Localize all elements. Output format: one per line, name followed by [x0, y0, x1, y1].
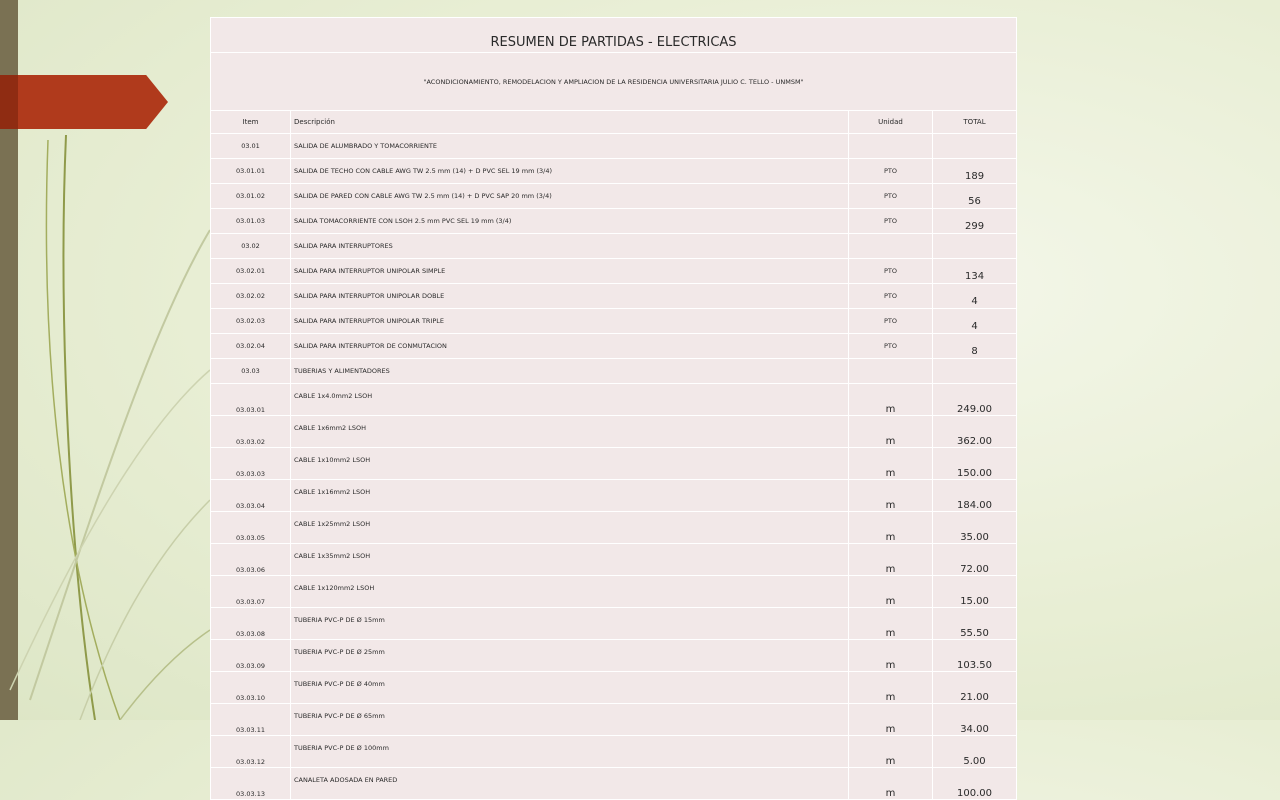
item-unit: PTO [849, 259, 933, 284]
table-row [211, 134, 1017, 159]
table-row [211, 448, 1017, 480]
item-description: TUBERIA PVC-P DE Ø 15mm [291, 608, 849, 640]
item-unit: PTO [849, 334, 933, 359]
table-row [211, 736, 1017, 768]
item-code: 03.02.02 [211, 284, 291, 309]
item-total: 184.00 [933, 480, 1017, 512]
item-total [933, 134, 1017, 159]
item-description: CABLE 1x35mm2 LSOH [291, 544, 849, 576]
item-code: 03.03.01 [211, 384, 291, 416]
item-code: 03.03.04 [211, 480, 291, 512]
item-total: 189 [933, 159, 1017, 184]
item-code: 03.03.06 [211, 544, 291, 576]
item-code: 03.02.03 [211, 309, 291, 334]
item-code: 03.02 [211, 234, 291, 259]
item-description: CABLE 1x6mm2 LSOH [291, 416, 849, 448]
item-total: 56 [933, 184, 1017, 209]
item-total: 5.00 [933, 736, 1017, 768]
item-code: 03.03.12 [211, 736, 291, 768]
item-unit: PTO [849, 209, 933, 234]
table-row [211, 640, 1017, 672]
item-unit: m [849, 448, 933, 480]
item-description: SALIDA DE PARED CON CABLE AWG TW 2.5 mm (14) + D PVC SAP 20 mm (3/4) [291, 184, 849, 209]
item-total: 72.00 [933, 544, 1017, 576]
table-row [211, 768, 1017, 800]
item-code: 03.03.08 [211, 608, 291, 640]
item-total: 134 [933, 259, 1017, 284]
table-row [211, 544, 1017, 576]
item-description: TUBERIA PVC-P DE Ø 40mm [291, 672, 849, 704]
table-row [211, 184, 1017, 209]
item-unit: m [849, 608, 933, 640]
item-code: 03.03.10 [211, 672, 291, 704]
item-code: 03.03.03 [211, 448, 291, 480]
item-description: SALIDA DE TECHO CON CABLE AWG TW 2.5 mm (14) + D PVC SEL 19 mm (3/4) [291, 159, 849, 184]
header-total: TOTAL [933, 111, 1017, 134]
item-unit: PTO [849, 309, 933, 334]
item-code: 03.01.03 [211, 209, 291, 234]
item-description: SALIDA PARA INTERRUPTOR UNIPOLAR SIMPLE [291, 259, 849, 284]
item-total: 4 [933, 309, 1017, 334]
table-header [211, 111, 1017, 134]
item-unit: PTO [849, 284, 933, 309]
item-unit: m [849, 704, 933, 736]
item-unit: m [849, 672, 933, 704]
item-total: 15.00 [933, 576, 1017, 608]
item-description: CABLE 1x4.0mm2 LSOH [291, 384, 849, 416]
item-description: CABLE 1x25mm2 LSOH [291, 512, 849, 544]
table-row [211, 672, 1017, 704]
table-row [211, 259, 1017, 284]
red-arrow-tab [0, 75, 168, 129]
table-row [211, 284, 1017, 309]
item-code: 03.02.01 [211, 259, 291, 284]
item-unit [849, 234, 933, 259]
item-unit: m [849, 512, 933, 544]
item-unit: PTO [849, 184, 933, 209]
item-description: SALIDA PARA INTERRUPTORES [291, 234, 849, 259]
item-total: 55.50 [933, 608, 1017, 640]
item-description: CABLE 1x120mm2 LSOH [291, 576, 849, 608]
item-unit: m [849, 544, 933, 576]
item-description: TUBERIA PVC-P DE Ø 65mm [291, 704, 849, 736]
item-total: 4 [933, 284, 1017, 309]
item-description: CABLE 1x16mm2 LSOH [291, 480, 849, 512]
header-unit: Unidad [849, 111, 933, 134]
item-description: SALIDA PARA INTERRUPTOR UNIPOLAR DOBLE [291, 284, 849, 309]
table-row [211, 384, 1017, 416]
item-total: 150.00 [933, 448, 1017, 480]
item-total: 299 [933, 209, 1017, 234]
item-code: 03.03.07 [211, 576, 291, 608]
document-title: RESUMEN DE PARTIDAS - ELECTRICAS [211, 18, 1017, 53]
table-row [211, 359, 1017, 384]
table-row [211, 309, 1017, 334]
item-code: 03.03.13 [211, 768, 291, 800]
item-code: 03.03.02 [211, 416, 291, 448]
item-total: 35.00 [933, 512, 1017, 544]
item-description: CANALETA ADOSADA EN PARED [291, 768, 849, 800]
item-code: 03.03.05 [211, 512, 291, 544]
item-total: 34.00 [933, 704, 1017, 736]
item-code: 03.01.01 [211, 159, 291, 184]
item-description: TUBERIAS Y ALIMENTADORES [291, 359, 849, 384]
item-unit: m [849, 640, 933, 672]
item-description: CABLE 1x10mm2 LSOH [291, 448, 849, 480]
table-row [211, 209, 1017, 234]
item-total [933, 234, 1017, 259]
item-code: 03.03.09 [211, 640, 291, 672]
item-code: 03.01.02 [211, 184, 291, 209]
item-code: 03.03.11 [211, 704, 291, 736]
item-unit: m [849, 768, 933, 800]
table-row [211, 334, 1017, 359]
item-total: 103.50 [933, 640, 1017, 672]
summary-table [210, 17, 1017, 800]
item-code: 03.02.04 [211, 334, 291, 359]
table-row [211, 480, 1017, 512]
item-unit: m [849, 576, 933, 608]
table-row [211, 576, 1017, 608]
item-total: 362.00 [933, 416, 1017, 448]
item-total: 21.00 [933, 672, 1017, 704]
table-row [211, 416, 1017, 448]
table-row [211, 512, 1017, 544]
header-description: Descripción [291, 111, 849, 134]
item-total: 100.00 [933, 768, 1017, 800]
item-unit [849, 359, 933, 384]
item-description: SALIDA TOMACORRIENTE CON LSOH 2.5 mm PVC SEL 19 mm (3/4) [291, 209, 849, 234]
item-description: SALIDA PARA INTERRUPTOR UNIPOLAR TRIPLE [291, 309, 849, 334]
item-total [933, 359, 1017, 384]
item-code: 03.01 [211, 134, 291, 159]
item-description: TUBERIA PVC-P DE Ø 25mm [291, 640, 849, 672]
item-unit: PTO [849, 159, 933, 184]
item-total: 8 [933, 334, 1017, 359]
table-row [211, 608, 1017, 640]
item-unit: m [849, 480, 933, 512]
item-description: TUBERIA PVC-P DE Ø 100mm [291, 736, 849, 768]
item-unit: m [849, 736, 933, 768]
document-subtitle: "ACONDICIONAMIENTO, REMODELACION Y AMPLIACION DE LA RESIDENCIA UNIVERSITARIA JULIO C. TELLO - UNMSM" [211, 53, 1017, 111]
header-item: Item [211, 111, 291, 134]
table-row [211, 234, 1017, 259]
item-unit: m [849, 416, 933, 448]
item-unit: m [849, 384, 933, 416]
item-description: SALIDA DE ALUMBRADO Y TOMACORRIENTE [291, 134, 849, 159]
item-unit [849, 134, 933, 159]
item-code: 03.03 [211, 359, 291, 384]
table-row [211, 159, 1017, 184]
item-description: SALIDA PARA INTERRUPTOR DE CONMUTACION [291, 334, 849, 359]
item-total: 249.00 [933, 384, 1017, 416]
